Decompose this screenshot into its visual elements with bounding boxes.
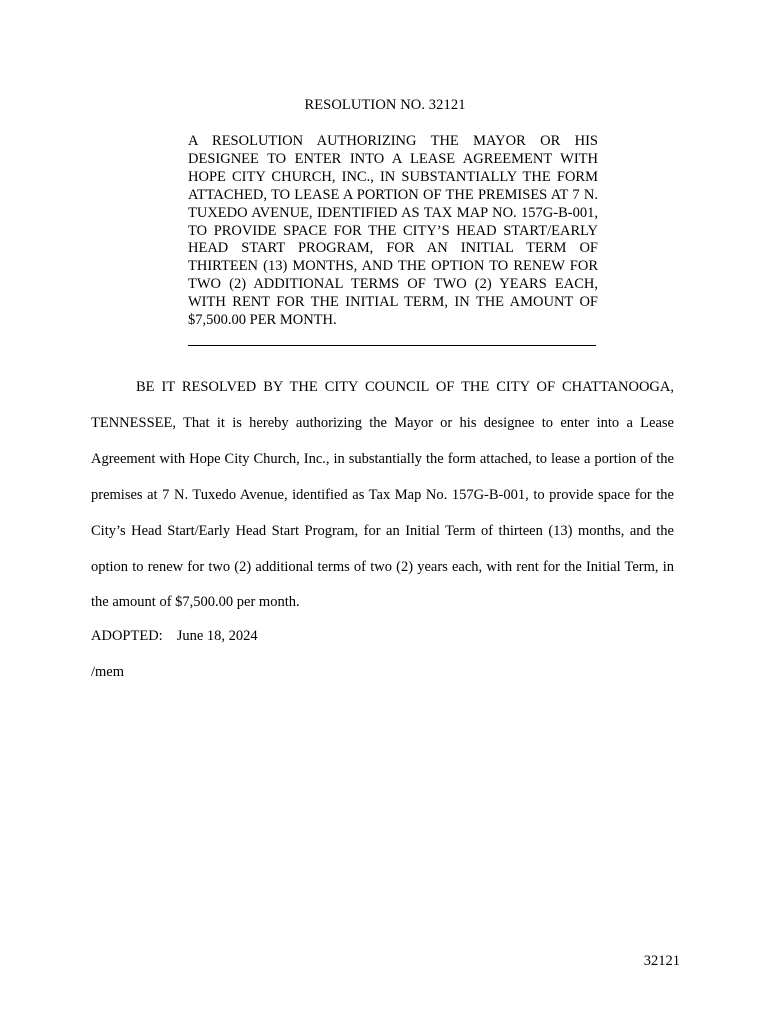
- typist-initials: /mem: [91, 664, 125, 680]
- adopted-line: [91, 628, 258, 645]
- resolution-summary: A RESOLUTION AUTHORIZING THE MAYOR OR HIS DESIGNEE TO ENTER INTO A LEASE AGREEMENT WITH HOPE CITY CHURCH, INC., IN SUBSTANTIALLY THE FORM ATTACHED, TO LEASE A PORTION OF THE PREMISES AT 7 N. TUXEDO AVENUE, IDENTIFIED AS TAX MAP NO. 157G-B-001, TO PROVIDE SPACE FOR THE CITY’S HEAD START/EARLY HEAD START PROGRAM, FOR AN INITIAL TERM OF THIRTEEN (13) MONTHS, AND THE OPTION TO RENEW FOR TWO (2) ADDITIONAL TERMS OF TWO (2) YEARS EACH, WITH RENT FOR THE INITIAL TERM, IN THE AMOUNT OF $7,500.00 PER MONTH.: [188, 133, 598, 329]
- resolution-body: BE IT RESOLVED BY THE CITY COUNCIL OF THE CITY OF CHATTANOOGA, TENNESSEE, That it is hereby authorizing the Mayor or his designee to enter into a Lease Agreement with Hope City Church, Inc., in substantially the form attached, to lease a portion of the premises at 7 N. Tuxedo Avenue, identified as Tax Map No. 157G-B-001, to provide space for the City’s Head Start/Early Head Start Program, for an Initial Term of thirteen (13) months, and the option to renew for two (2) additional terms of two (2) years each, with rent for the Initial Term, in the amount of $7,500.00 per month.: [91, 379, 674, 611]
- summary-divider: [188, 345, 596, 346]
- adopted-date: June 18, 2024: [176, 628, 258, 644]
- resolution-title: RESOLUTION NO. 32121: [304, 97, 466, 113]
- adopted-label: ADOPTED:: [91, 628, 163, 644]
- footer-resolution-number: 32121: [643, 953, 680, 969]
